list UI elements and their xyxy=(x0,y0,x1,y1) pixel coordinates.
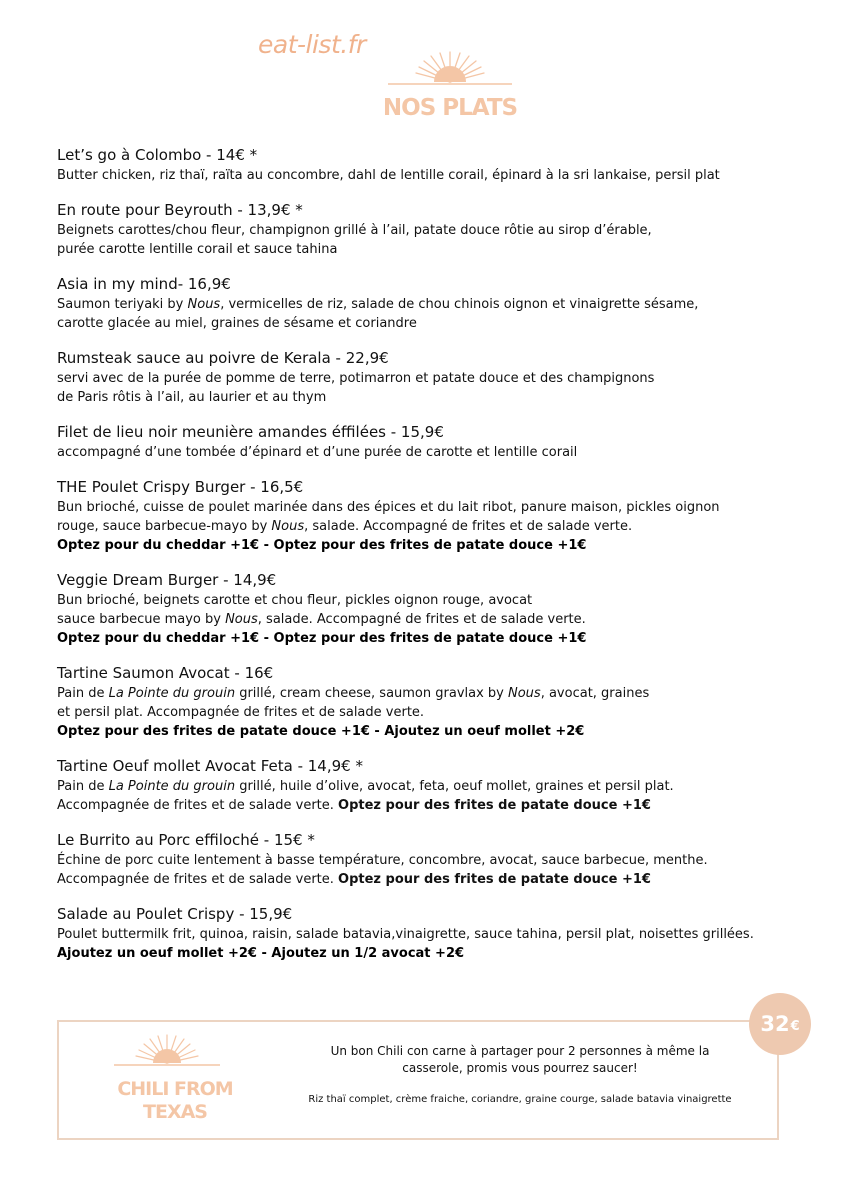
dish-description-line: purée carotte lentille corail et sauce tahina xyxy=(57,242,338,257)
menu-item xyxy=(57,200,847,259)
brand-emphasis: Nous xyxy=(225,612,258,627)
text-span: grillé, cream cheese, saumon gravlax by xyxy=(235,686,508,701)
dish-options: Ajoutez un oeuf mollet +2€ - Ajoutez un 1/2 avocat +2€ xyxy=(57,946,465,961)
text-span: sauce barbecue mayo by xyxy=(57,612,226,627)
text-span: Pain de xyxy=(57,779,109,794)
dish-description-line: carotte glacée au miel, graines de sésame et coriandre xyxy=(57,316,417,331)
brand-emphasis: Nous xyxy=(271,519,305,534)
dish-options: Optez pour du cheddar +1€ - Optez pour des frites de patate douce +1€ xyxy=(57,631,587,646)
menu-item xyxy=(57,348,847,407)
chili-ingredients: Riz thaï complet, crème fraiche, coriandre, graine courge, salade batavia vinaigrette xyxy=(308,1094,732,1105)
dish-title: Le Burrito au Porc effiloché - 15€ * xyxy=(57,831,315,849)
text-span: Saumon teriyaki by xyxy=(57,297,188,312)
sunrise-logo-icon xyxy=(386,46,514,88)
menu-item xyxy=(57,756,847,815)
menu-item xyxy=(57,422,847,462)
dish-description: Butter chicken, riz thaï, raïta au concombre, dahl de lentille corail, épinard à la sri lankaise, persil plat xyxy=(57,168,720,183)
dish-description-line xyxy=(57,870,847,889)
dish-description xyxy=(57,221,847,259)
menu-item xyxy=(57,145,847,185)
dish-description-line xyxy=(57,517,847,536)
dish-description-line: Bun brioché, cuisse de poulet marinée dans des épices et du lait ribot, panure maison, pickles oignon xyxy=(57,500,720,515)
dish-title: Tartine Saumon Avocat - 16€ xyxy=(57,664,274,682)
dish-description-line: Bun brioché, beignets carotte et chou fleur, pickles oignon rouge, avocat xyxy=(57,593,533,608)
dish-description-line xyxy=(57,610,847,629)
dish-description-line xyxy=(57,684,847,703)
dish-description xyxy=(57,369,847,407)
dish-description-line: servi avec de la purée de pomme de terre, potimarron et patate douce et des champignons xyxy=(57,371,655,386)
chili-text xyxy=(300,1043,740,1107)
price-value: 32 xyxy=(760,1012,790,1036)
chili-title-line: CHILI FROM xyxy=(117,1078,233,1100)
menu-list xyxy=(57,145,847,978)
text-span: Pain de xyxy=(57,686,109,701)
brand-emphasis: La Pointe du grouin xyxy=(108,779,236,794)
text-span: , vermicelles de riz, salade de chou chinois oignon et vinaigrette sésame, xyxy=(220,297,699,312)
dish-title: Salade au Poulet Crispy - 15,9€ xyxy=(57,905,293,923)
text-span: Accompagnée de frites et de salade verte. xyxy=(57,798,339,813)
dish-title: Veggie Dream Burger - 14,9€ xyxy=(57,571,277,589)
page-title: NOS PLATS xyxy=(382,95,518,121)
menu-item xyxy=(57,904,847,963)
menu-item xyxy=(57,477,847,555)
chili-title-line: TEXAS xyxy=(143,1101,207,1123)
brand-emphasis: Nous xyxy=(187,297,221,312)
text-span: rouge, sauce barbecue-mayo by xyxy=(57,519,272,534)
dish-description xyxy=(57,684,847,722)
dish-description-line: de Paris rôtis à l’ail, au laurier et au thym xyxy=(57,390,327,405)
text-span: grillé, huile d’olive, avocat, feta, oeuf mollet, graines et persil plat. xyxy=(235,779,674,794)
dish-description xyxy=(57,498,847,536)
menu-item xyxy=(57,663,847,741)
price-currency: € xyxy=(790,1018,800,1034)
chili-description: Un bon Chili con carne à partager pour 2 personnes à même la casserole, promis vous pourrez saucer! xyxy=(330,1044,710,1075)
dish-description xyxy=(57,777,847,815)
dish-title: En route pour Beyrouth - 13,9€ * xyxy=(57,201,303,219)
text-span: , avocat, graines xyxy=(540,686,650,701)
dish-description xyxy=(57,295,847,333)
dish-title: THE Poulet Crispy Burger - 16,5€ xyxy=(57,478,304,496)
chili-title xyxy=(100,1078,250,1124)
dish-description-line xyxy=(57,295,847,314)
dish-title: Let’s go à Colombo - 14€ * xyxy=(57,146,258,164)
menu-item xyxy=(57,570,847,648)
dish-description: Poulet buttermilk frit, quinoa, raisin, salade batavia,vinaigrette, sauce tahina, persil plat, noisettes grillées. xyxy=(57,927,754,942)
dish-options: Optez pour du cheddar +1€ - Optez pour des frites de patate douce +1€ xyxy=(57,538,587,553)
dish-description-line: Beignets carottes/chou fleur, champignon grillé à l’ail, patate douce rôtie au sirop d’érable, xyxy=(57,223,652,238)
text-span: , salade. Accompagné de frites et de salade verte. xyxy=(304,519,633,534)
dish-description-line: Échine de porc cuite lentement à basse température, concombre, avocat, sauce barbecue, menthe. xyxy=(57,853,708,868)
price-badge xyxy=(749,993,811,1055)
menu-item xyxy=(57,830,847,889)
brand-emphasis: Nous xyxy=(508,686,541,701)
dish-title: Tartine Oeuf mollet Avocat Feta - 14,9€ * xyxy=(57,757,363,775)
menu-item xyxy=(57,274,847,333)
dish-options: Optez pour des frites de patate douce +1€ xyxy=(338,798,651,813)
dish-title: Asia in my mind- 16,9€ xyxy=(57,275,231,293)
watermark: eat-list.fr xyxy=(258,30,366,59)
text-span: , salade. Accompagné de frites et de salade verte. xyxy=(257,612,586,627)
dish-title: Rumsteak sauce au poivre de Kerala - 22,9€ xyxy=(57,349,389,367)
dish-description: accompagné d’une tombée d’épinard et d’une purée de carotte et lentille corail xyxy=(57,445,578,460)
dish-description xyxy=(57,851,847,889)
dish-title: Filet de lieu noir meunière amandes éffilées - 15,9€ xyxy=(57,423,444,441)
dish-description-line: et persil plat. Accompagnée de frites et de salade verte. xyxy=(57,705,425,720)
sunrise-logo-icon xyxy=(112,1030,222,1070)
brand-emphasis: La Pointe du grouin xyxy=(108,686,236,701)
text-span: Accompagnée de frites et de salade verte. xyxy=(57,872,339,887)
dish-description-line xyxy=(57,796,847,815)
dish-options: Optez pour des frites de patate douce +1€ xyxy=(338,872,651,887)
dish-description xyxy=(57,591,847,629)
dish-options: Optez pour des frites de patate douce +1€ - Ajoutez un oeuf mollet +2€ xyxy=(57,724,585,739)
dish-description-line xyxy=(57,777,847,796)
